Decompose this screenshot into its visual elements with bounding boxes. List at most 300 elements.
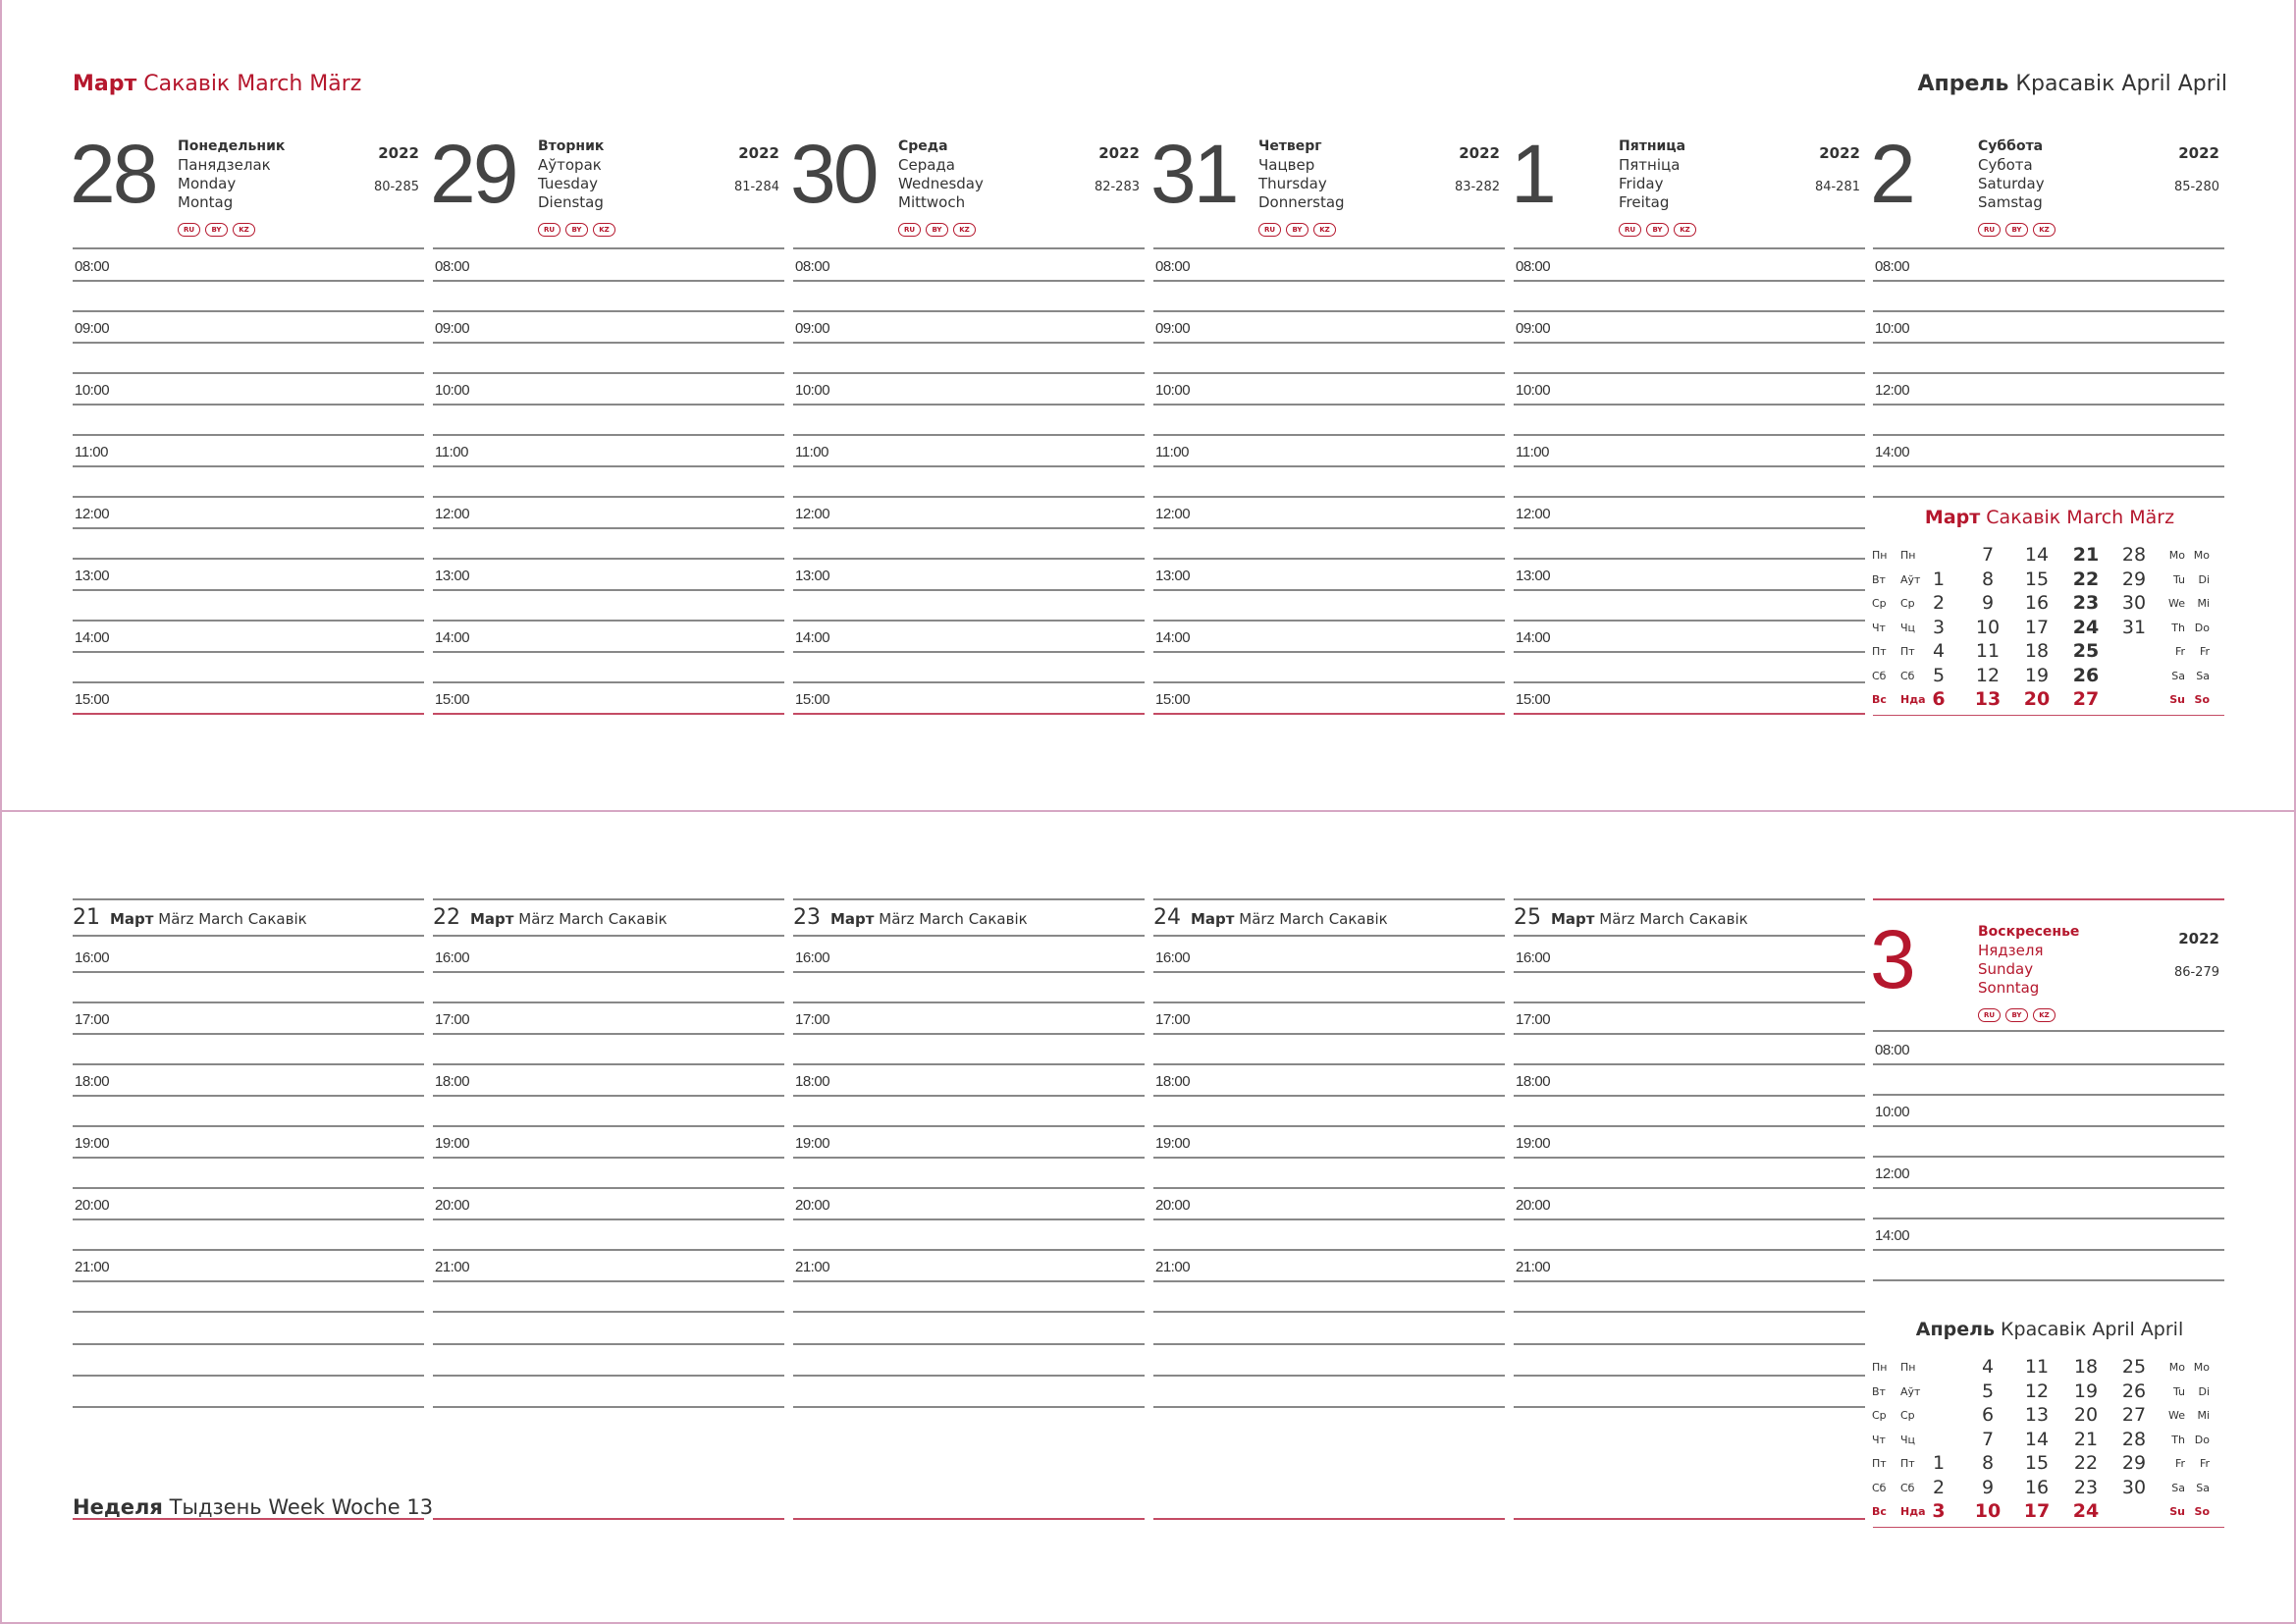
day-30-badges [898, 223, 976, 237]
mini-cal-march-date-8[interactable]: 8 [1981, 568, 1995, 590]
mini-cal-march-date-6[interactable]: 6 [1932, 688, 1946, 710]
time-rule [1873, 1063, 2224, 1065]
time-rule [1514, 1033, 1865, 1035]
time-rule [433, 651, 784, 653]
mini-cal-april-date-2[interactable]: 2 [1932, 1476, 1946, 1498]
half-hour-rule [433, 1001, 784, 1003]
time-slot-20:00[interactable]: 20:00 [1155, 1197, 1191, 1214]
time-slot-17:00[interactable]: 17:00 [75, 1011, 110, 1028]
time-slot-16:00[interactable]: 16:00 [1516, 949, 1551, 966]
time-slot-09:00[interactable]: 09:00 [75, 320, 110, 337]
mini-cal-march-date-10[interactable]: 10 [1975, 616, 2001, 638]
time-slot-12:00[interactable]: 12:00 [1155, 506, 1191, 522]
time-rule [793, 971, 1145, 973]
mini-cal-march-daylabel-ru: Пт [1872, 645, 1887, 658]
time-slot-11:00[interactable]: 11:00 [75, 444, 108, 460]
time-rule [793, 713, 1145, 715]
month-header-right-bold: Апрель [1917, 72, 2009, 96]
time-rule [1153, 971, 1505, 973]
country-badge-icon: KZ [233, 223, 255, 237]
mini-cal-april-date-27[interactable]: 27 [2121, 1404, 2147, 1426]
mini-cal-march-date-13[interactable]: 13 [1974, 688, 2002, 710]
time-slot-18:00[interactable]: 18:00 [1155, 1073, 1191, 1090]
half-hour-rule [793, 1249, 1145, 1251]
day-28-name-3: Montag [178, 193, 234, 211]
day-1-day-count: 84-281 [1814, 180, 1860, 194]
time-slot-18:00[interactable]: 18:00 [435, 1073, 470, 1090]
mini-cal-march-daylabel-ru: Вс [1872, 693, 1887, 706]
mini-cal-april-date-28[interactable]: 28 [2121, 1428, 2147, 1450]
mini-cal-march-title-bold: Март [1924, 507, 1981, 528]
time-slot-19:00[interactable]: 19:00 [1516, 1135, 1551, 1152]
half-hour-rule [793, 434, 1145, 436]
time-slot-18:00[interactable]: 18:00 [1516, 1073, 1551, 1090]
note-rule [1153, 1406, 1505, 1408]
time-slot-15:00[interactable]: 15:00 [1516, 691, 1551, 708]
page-fold-line [0, 810, 2296, 812]
mini-cal-april-daylabel-by: Ср [1900, 1409, 1915, 1422]
month-header-right: Апрель Красавік April April [1917, 72, 2227, 96]
time-rule [433, 1218, 784, 1220]
note-rule [793, 1343, 1145, 1345]
day-3-name-2: Sunday [1978, 960, 2034, 978]
mini-cal-march-date-7[interactable]: 7 [1981, 544, 1995, 566]
mini-cal-march-date-25[interactable]: 25 [2072, 640, 2100, 662]
day-31-name-3: Donnerstag [1258, 193, 1345, 211]
mini-cal-march-date-22[interactable]: 22 [2072, 568, 2100, 590]
country-badge-icon: BY [926, 223, 948, 237]
time-slot-08:00[interactable]: 08:00 [435, 258, 470, 275]
half-hour-rule [793, 1001, 1145, 1003]
time-rule [1514, 465, 1865, 467]
mini-cal-april-daylabel-ru: Сб [1872, 1481, 1887, 1494]
mini-cal-march-daylabel-ru: Пн [1872, 549, 1888, 562]
mini-cal-march-daylabel-de: Fr [2199, 645, 2210, 658]
time-slot-11:00[interactable]: 11:00 [795, 444, 828, 460]
time-slot-21:00[interactable]: 21:00 [435, 1259, 470, 1275]
time-slot-09:00[interactable]: 09:00 [435, 320, 470, 337]
time-slot-16:00[interactable]: 16:00 [435, 949, 470, 966]
mini-cal-april-daylabel-en: Su [2169, 1505, 2185, 1518]
mini-cal-april-date-24[interactable]: 24 [2072, 1500, 2100, 1522]
day-29-number: 29 [430, 128, 516, 220]
week-day-22-header: 22 Март März March Сакавік [433, 905, 667, 930]
time-slot-17:00[interactable]: 17:00 [795, 1011, 830, 1028]
time-slot-17:00[interactable]: 17:00 [435, 1011, 470, 1028]
week-day-23-header: 23 Март März March Сакавік [793, 905, 1028, 930]
time-rule [1514, 527, 1865, 529]
time-slot-16:00[interactable]: 16:00 [1155, 949, 1191, 966]
mini-cal-april-date-23[interactable]: 23 [2073, 1476, 2099, 1498]
mini-cal-march-date-12[interactable]: 12 [1975, 664, 2001, 686]
time-rule [1873, 404, 2224, 406]
country-badge-icon: RU [898, 223, 921, 237]
time-slot-21:00[interactable]: 21:00 [1155, 1259, 1191, 1275]
day-header-rule [1514, 247, 1865, 249]
mini-cal-april-date-8[interactable]: 8 [1981, 1452, 1995, 1474]
mini-cal-march-daylabel-en: We [2168, 597, 2185, 610]
half-hour-rule [1153, 1001, 1505, 1003]
mini-cal-april-date-18[interactable]: 18 [2073, 1356, 2099, 1378]
time-rule [73, 1033, 424, 1035]
day-2-name-0: Суббота [1978, 138, 2044, 154]
week-day-month-bold: Март [470, 910, 514, 928]
mini-cal-march-date-4[interactable]: 4 [1932, 640, 1946, 662]
half-hour-rule [793, 310, 1145, 312]
time-slot-13:00[interactable]: 13:00 [435, 568, 470, 584]
bottom-rule-red [1514, 1518, 1865, 1520]
time-rule [73, 651, 424, 653]
mini-cal-april-bottom-rule [1873, 1527, 2224, 1529]
week-day-number: 22 [433, 905, 460, 930]
mini-cal-march-date-2[interactable]: 2 [1932, 592, 1946, 614]
time-slot-19:00[interactable]: 19:00 [435, 1135, 470, 1152]
time-rule [433, 280, 784, 282]
time-slot-12:00[interactable]: 12:00 [1875, 382, 1910, 399]
time-rule [1514, 589, 1865, 591]
time-slot-19:00[interactable]: 19:00 [795, 1135, 830, 1152]
mini-cal-march-date-30[interactable]: 30 [2121, 592, 2147, 614]
mini-cal-april-date-11[interactable]: 11 [2024, 1356, 2050, 1378]
time-rule [1514, 713, 1865, 715]
bottom-top-rule [1153, 898, 1505, 900]
day-30-name-3: Mittwoch [898, 193, 966, 211]
time-slot-15:00[interactable]: 15:00 [1155, 691, 1191, 708]
half-hour-rule [433, 1063, 784, 1065]
day-29-day-count: 81-284 [733, 180, 779, 194]
time-slot-14:00[interactable]: 14:00 [1155, 629, 1191, 646]
half-hour-rule [1514, 434, 1865, 436]
half-hour-rule [73, 1311, 424, 1313]
mini-cal-april-date-15[interactable]: 15 [2024, 1452, 2050, 1474]
time-slot-12:00[interactable]: 12:00 [795, 506, 830, 522]
day-3-day-count: 86-279 [2173, 965, 2219, 980]
time-slot-08:00[interactable]: 08:00 [1875, 1042, 1910, 1058]
mini-cal-march-date-11[interactable]: 11 [1975, 640, 2001, 662]
mini-cal-march-daylabel-by: Ср [1900, 597, 1915, 610]
mini-cal-april-date-6[interactable]: 6 [1981, 1404, 1995, 1426]
mini-cal-april-date-25[interactable]: 25 [2121, 1356, 2147, 1378]
time-slot-14:00[interactable]: 14:00 [1875, 1227, 1910, 1244]
day-28-name-0: Понедельник [178, 138, 286, 154]
time-slot-10:00[interactable]: 10:00 [75, 382, 110, 399]
mini-cal-march-date-3[interactable]: 3 [1932, 616, 1946, 638]
time-slot-21:00[interactable]: 21:00 [1516, 1259, 1551, 1275]
mini-cal-march-date-16[interactable]: 16 [2024, 592, 2050, 614]
time-slot-10:00[interactable]: 10:00 [1875, 1104, 1910, 1120]
time-rule [433, 971, 784, 973]
time-slot-10:00[interactable]: 10:00 [1155, 382, 1191, 399]
country-badge-icon: KZ [593, 223, 615, 237]
mini-cal-march-date-9[interactable]: 9 [1981, 592, 1995, 614]
mini-cal-march-date-1[interactable]: 1 [1932, 568, 1946, 590]
time-rule [1873, 280, 2224, 282]
half-hour-rule [433, 434, 784, 436]
time-rule [1873, 342, 2224, 344]
mini-cal-april-date-17[interactable]: 17 [2023, 1500, 2051, 1522]
time-rule [793, 280, 1145, 282]
mini-cal-april-daylabel-by: Аўт [1900, 1384, 1921, 1398]
mini-cal-march-date-14[interactable]: 14 [2024, 544, 2050, 566]
country-badge-icon: BY [2005, 1008, 2028, 1022]
day-31-name-1: Чацвер [1258, 156, 1315, 174]
half-hour-rule [433, 681, 784, 683]
week-day-month-bold: Март [1191, 910, 1235, 928]
time-slot-16:00[interactable]: 16:00 [795, 949, 830, 966]
time-slot-15:00[interactable]: 15:00 [75, 691, 110, 708]
note-rule [433, 1406, 784, 1408]
time-rule [1153, 280, 1505, 282]
time-slot-12:00[interactable]: 12:00 [1516, 506, 1551, 522]
mini-cal-april-daylabel-by: Нда [1900, 1505, 1926, 1518]
mini-cal-april-date-12[interactable]: 12 [2024, 1380, 2050, 1402]
time-slot-14:00[interactable]: 14:00 [435, 629, 470, 646]
time-slot-08:00[interactable]: 08:00 [1875, 258, 1910, 275]
mini-cal-april-daylabel-ru: Вс [1872, 1505, 1887, 1518]
time-slot-17:00[interactable]: 17:00 [1155, 1011, 1191, 1028]
mini-cal-april-daylabel-en: Sa [2171, 1481, 2185, 1494]
day-31-name-0: Четверг [1258, 138, 1322, 154]
day-1-name-3: Freitag [1619, 193, 1670, 211]
mini-cal-april-date-19[interactable]: 19 [2073, 1380, 2099, 1402]
half-hour-rule [793, 620, 1145, 622]
mini-cal-april-date-1[interactable]: 1 [1932, 1452, 1946, 1474]
half-hour-rule [1153, 1249, 1505, 1251]
half-hour-rule [1873, 310, 2224, 312]
country-badge-icon: KZ [1313, 223, 1336, 237]
half-hour-rule [1153, 434, 1505, 436]
mini-cal-march-date-28[interactable]: 28 [2121, 544, 2147, 566]
mini-cal-april-date-14[interactable]: 14 [2024, 1428, 2050, 1450]
time-slot-20:00[interactable]: 20:00 [1516, 1197, 1551, 1214]
time-rule [73, 404, 424, 406]
time-rule [1514, 1280, 1865, 1282]
time-rule [1514, 1218, 1865, 1220]
week-day-month-bold: Март [1551, 910, 1595, 928]
time-slot-21:00[interactable]: 21:00 [75, 1259, 110, 1275]
mini-cal-march-date-27[interactable]: 27 [2072, 688, 2100, 710]
mini-cal-march-daylabel-ru: Вт [1872, 572, 1886, 586]
mini-cal-april-date-3[interactable]: 3 [1932, 1500, 1946, 1522]
day-30-day-count: 82-283 [1094, 180, 1140, 194]
day-30-number: 30 [790, 128, 877, 220]
mini-cal-april-date-16[interactable]: 16 [2024, 1476, 2050, 1498]
half-hour-rule [433, 1311, 784, 1313]
mini-cal-march-date-15[interactable]: 15 [2024, 568, 2050, 590]
country-badge-icon: BY [565, 223, 588, 237]
time-slot-21:00[interactable]: 21:00 [795, 1259, 830, 1275]
note-rule [73, 1375, 424, 1377]
mini-cal-march-date-26[interactable]: 26 [2072, 664, 2100, 686]
day-3-name-1: Нядзеля [1978, 942, 2044, 959]
mini-cal-april-date-10[interactable]: 10 [1974, 1500, 2002, 1522]
time-slot-14:00[interactable]: 14:00 [1875, 444, 1910, 460]
time-rule [1873, 1125, 2224, 1127]
time-slot-10:00[interactable]: 10:00 [1516, 382, 1551, 399]
time-slot-11:00[interactable]: 11:00 [1516, 444, 1549, 460]
time-slot-14:00[interactable]: 14:00 [75, 629, 110, 646]
mini-cal-march-date-5[interactable]: 5 [1932, 664, 1946, 686]
half-hour-rule [73, 1249, 424, 1251]
time-slot-09:00[interactable]: 09:00 [1516, 320, 1551, 337]
time-rule [73, 713, 424, 715]
mini-cal-april-date-7[interactable]: 7 [1981, 1428, 1995, 1450]
half-hour-rule [433, 1249, 784, 1251]
time-slot-14:00[interactable]: 14:00 [795, 629, 830, 646]
mini-cal-april-date-21[interactable]: 21 [2073, 1428, 2099, 1450]
day-header-rule [433, 247, 784, 249]
time-slot-14:00[interactable]: 14:00 [1516, 629, 1551, 646]
week-day-header-rule [1514, 935, 1865, 937]
mini-cal-april-date-4[interactable]: 4 [1981, 1356, 1995, 1378]
mini-cal-march-date-21[interactable]: 21 [2072, 544, 2100, 566]
time-slot-20:00[interactable]: 20:00 [75, 1197, 110, 1214]
time-rule [433, 1157, 784, 1159]
half-hour-rule [1153, 558, 1505, 560]
time-slot-08:00[interactable]: 08:00 [795, 258, 830, 275]
day-header-rule [73, 247, 424, 249]
week-day-month-bold: Март [110, 910, 154, 928]
country-badge-icon: RU [538, 223, 561, 237]
time-slot-16:00[interactable]: 16:00 [75, 949, 110, 966]
time-slot-11:00[interactable]: 11:00 [1155, 444, 1189, 460]
time-rule [433, 1033, 784, 1035]
mini-cal-march-daylabel-by: Чц [1900, 621, 1916, 634]
time-slot-18:00[interactable]: 18:00 [75, 1073, 110, 1090]
time-slot-08:00[interactable]: 08:00 [75, 258, 110, 275]
mini-cal-march-daylabel-de: Mo [2193, 549, 2210, 562]
mini-cal-march-date-29[interactable]: 29 [2121, 568, 2147, 590]
mini-cal-march-daylabel-by: Аўт [1900, 572, 1921, 586]
half-hour-rule [73, 1187, 424, 1189]
time-slot-19:00[interactable]: 19:00 [1155, 1135, 1191, 1152]
mini-cal-april-date-9[interactable]: 9 [1981, 1476, 1995, 1498]
week-day-month-bold: Март [830, 910, 875, 928]
time-rule [433, 713, 784, 715]
mini-cal-march-date-24[interactable]: 24 [2072, 616, 2100, 638]
bottom-rule-red [793, 1518, 1145, 1520]
time-slot-10:00[interactable]: 10:00 [795, 382, 830, 399]
mini-cal-april-date-26[interactable]: 26 [2121, 1380, 2147, 1402]
day-28-badges [178, 223, 255, 237]
time-slot-20:00[interactable]: 20:00 [795, 1197, 830, 1214]
mini-cal-march-date-20[interactable]: 20 [2023, 688, 2051, 710]
time-slot-13:00[interactable]: 13:00 [795, 568, 830, 584]
time-slot-09:00[interactable]: 09:00 [1155, 320, 1191, 337]
day-31-day-count: 83-282 [1454, 180, 1500, 194]
mini-cal-march-date-17[interactable]: 17 [2024, 616, 2050, 638]
time-slot-15:00[interactable]: 15:00 [795, 691, 830, 708]
mini-cal-april-daylabel-ru: Пт [1872, 1457, 1887, 1470]
time-rule [1153, 651, 1505, 653]
time-rule [433, 465, 784, 467]
week-day-21-header: 21 Март März March Сакавік [73, 905, 307, 930]
day-31-badges [1258, 223, 1336, 237]
time-slot-09:00[interactable]: 09:00 [795, 320, 830, 337]
country-badge-icon: KZ [2033, 1008, 2056, 1022]
time-slot-10:00[interactable]: 10:00 [1875, 320, 1910, 337]
day-28-names [178, 137, 285, 212]
time-slot-12:00[interactable]: 12:00 [75, 506, 110, 522]
day-2-names [1978, 137, 2045, 212]
mini-cal-april-date-5[interactable]: 5 [1981, 1380, 1995, 1402]
mini-cal-april-date-13[interactable]: 13 [2024, 1404, 2050, 1426]
time-rule [1153, 1280, 1505, 1282]
day-header-rule [1153, 247, 1505, 249]
half-hour-rule [73, 1001, 424, 1003]
time-slot-13:00[interactable]: 13:00 [75, 568, 110, 584]
mini-cal-march-daylabel-en: Th [2171, 621, 2185, 634]
mini-cal-april-date-22[interactable]: 22 [2073, 1452, 2099, 1474]
time-rule [1514, 404, 1865, 406]
half-hour-rule [1514, 1249, 1865, 1251]
day-3-names [1978, 923, 2079, 998]
mini-cal-march-date-23[interactable]: 23 [2072, 592, 2100, 614]
time-slot-15:00[interactable]: 15:00 [435, 691, 470, 708]
half-hour-rule [433, 1187, 784, 1189]
half-hour-rule [1873, 1279, 2224, 1281]
time-slot-11:00[interactable]: 11:00 [435, 444, 468, 460]
mini-cal-april-daylabel-de: Mo [2193, 1361, 2210, 1374]
time-rule [1153, 342, 1505, 344]
half-hour-rule [793, 496, 1145, 498]
time-slot-13:00[interactable]: 13:00 [1516, 568, 1551, 584]
day-2-name-3: Samstag [1978, 193, 2043, 211]
time-slot-20:00[interactable]: 20:00 [435, 1197, 470, 1214]
country-badge-icon: RU [178, 223, 200, 237]
country-badge-icon: RU [1978, 223, 2001, 237]
mini-cal-march-date-31[interactable]: 31 [2121, 616, 2147, 638]
time-slot-12:00[interactable]: 12:00 [435, 506, 470, 522]
day-28-number: 28 [70, 128, 156, 220]
time-slot-19:00[interactable]: 19:00 [75, 1135, 110, 1152]
mini-cal-march-date-19[interactable]: 19 [2024, 664, 2050, 686]
time-rule [433, 589, 784, 591]
time-rule [433, 342, 784, 344]
time-rule [793, 1033, 1145, 1035]
time-rule [1514, 280, 1865, 282]
time-slot-08:00[interactable]: 08:00 [1155, 258, 1191, 275]
note-rule [73, 1406, 424, 1408]
time-rule [793, 465, 1145, 467]
time-slot-17:00[interactable]: 17:00 [1516, 1011, 1551, 1028]
day-1-names [1619, 137, 1685, 212]
mini-cal-april-daylabel-ru: Чт [1872, 1433, 1886, 1446]
time-slot-18:00[interactable]: 18:00 [795, 1073, 830, 1090]
mini-cal-april-date-30[interactable]: 30 [2121, 1476, 2147, 1498]
sunday-header-rule [1873, 1030, 2224, 1032]
mini-cal-april-date-20[interactable]: 20 [2073, 1404, 2099, 1426]
mini-cal-april-daylabel-by: Пт [1900, 1457, 1915, 1470]
time-slot-12:00[interactable]: 12:00 [1875, 1165, 1910, 1182]
mini-cal-march-date-18[interactable]: 18 [2024, 640, 2050, 662]
half-hour-rule [1153, 372, 1505, 374]
time-rule [1153, 527, 1505, 529]
half-hour-rule [433, 620, 784, 622]
time-slot-08:00[interactable]: 08:00 [1516, 258, 1551, 275]
bottom-top-rule [73, 898, 424, 900]
time-rule [433, 404, 784, 406]
mini-cal-april-date-29[interactable]: 29 [2121, 1452, 2147, 1474]
mini-cal-march-daylabel-de: Sa [2196, 669, 2210, 682]
mini-cal-april-daylabel-de: Do [2194, 1433, 2210, 1446]
time-rule [73, 589, 424, 591]
time-slot-13:00[interactable]: 13:00 [1155, 568, 1191, 584]
half-hour-rule [1153, 681, 1505, 683]
day-30-year: 2022 [1098, 144, 1140, 162]
mini-cal-april-daylabel-de: Mi [2197, 1409, 2210, 1422]
time-slot-10:00[interactable]: 10:00 [435, 382, 470, 399]
